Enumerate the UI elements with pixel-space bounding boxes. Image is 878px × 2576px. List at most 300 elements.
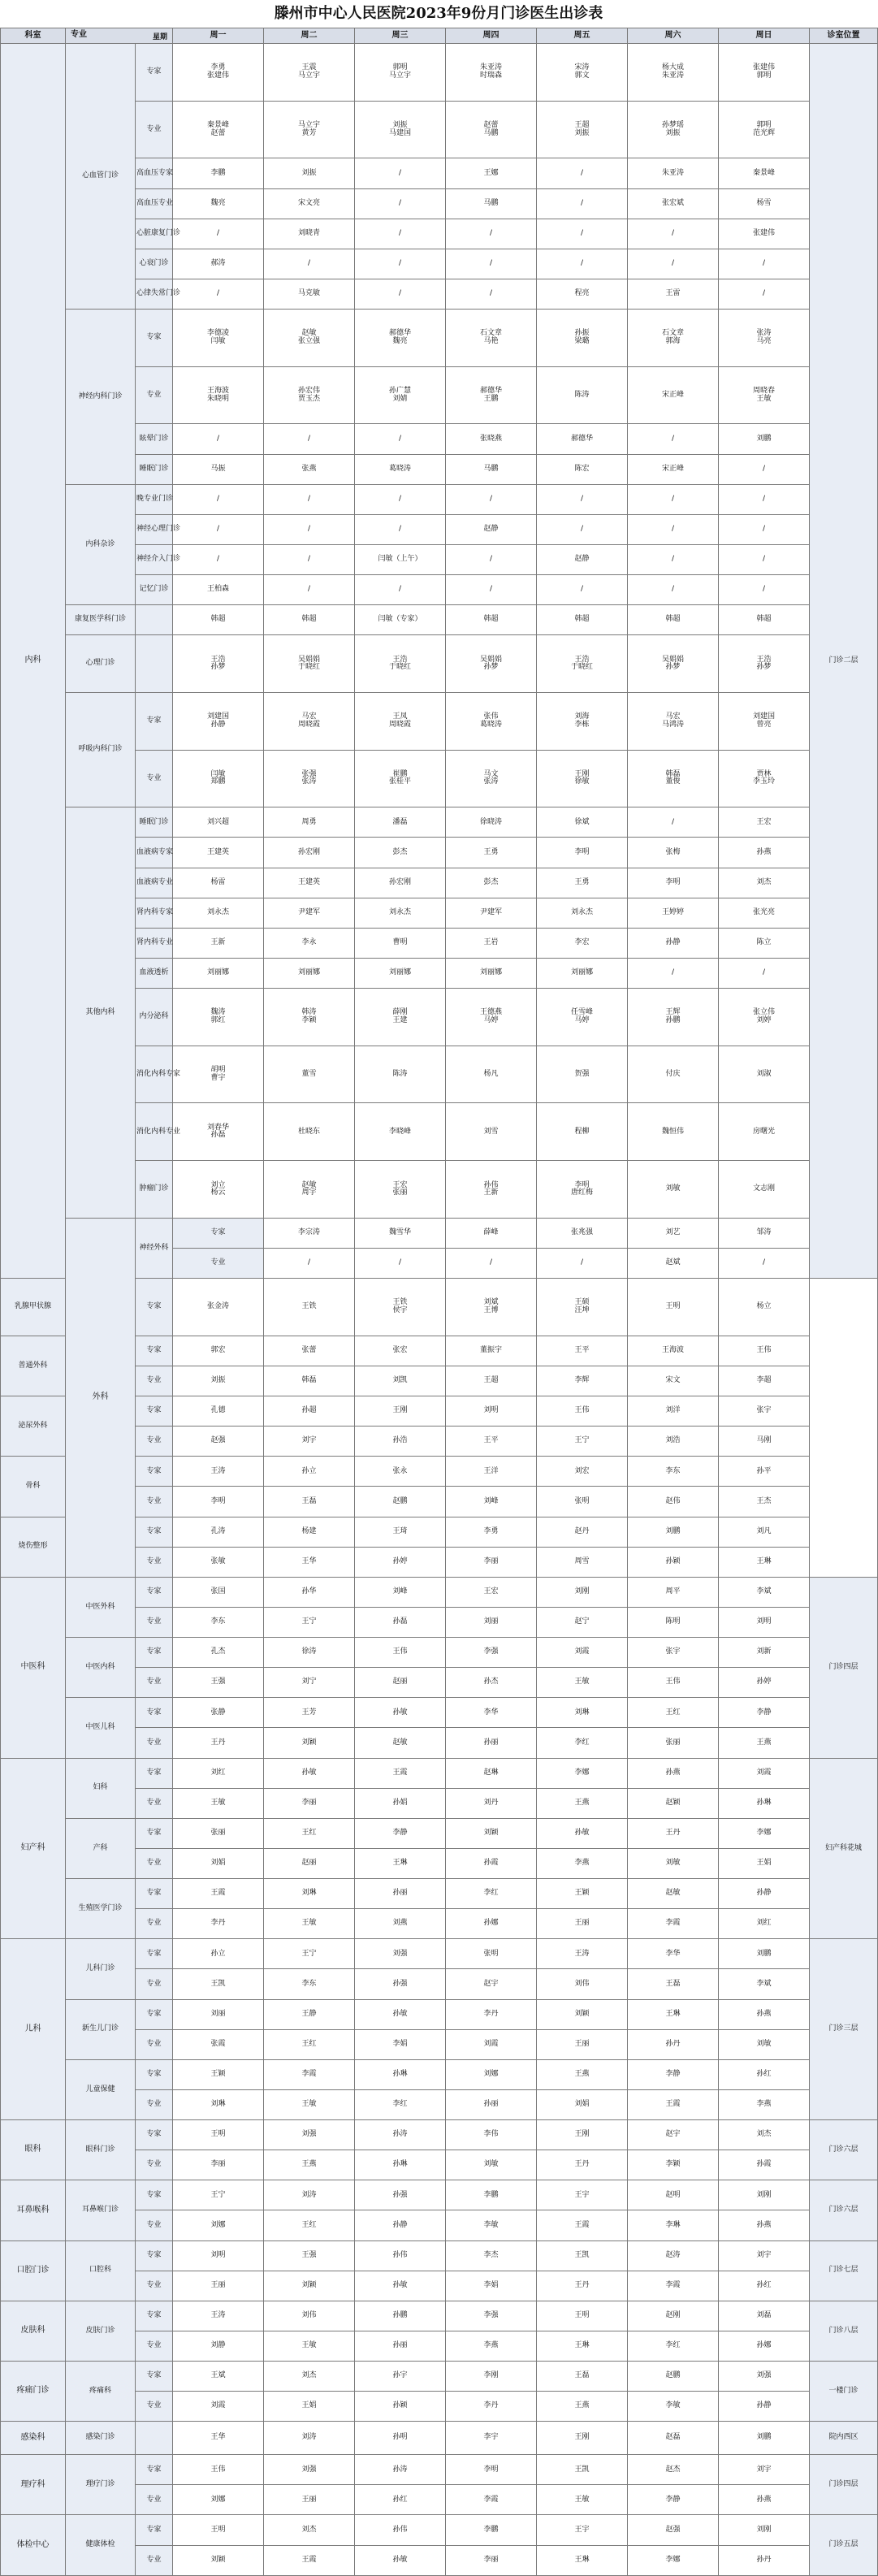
doctor-name: 曹明 (392, 938, 408, 947)
doctor-cell (719, 2301, 810, 2331)
department-cell: 感染科 (1, 2422, 66, 2455)
doctor-cell (537, 1638, 628, 1668)
doctor-name: 马振 (210, 464, 226, 473)
doctor-cell (446, 1879, 537, 1909)
doctor-name: 王颖 (210, 2070, 226, 2079)
doctor-name: 范光辉 (752, 128, 775, 137)
doctor-name: 孙敏 (392, 2556, 408, 2565)
doctor-cell (355, 692, 446, 750)
doctor-name: 周宇 (301, 1188, 317, 1197)
doctor-name: 梁璐 (574, 336, 590, 345)
doctor-name: 孙红 (392, 2495, 408, 2504)
doctor-name: 王红 (301, 2220, 317, 2229)
specialty-cell: 消化内科专家 (136, 1046, 173, 1103)
doctor-cell (537, 1427, 628, 1457)
doctor-cell (537, 1046, 628, 1103)
doctor-cell (355, 2029, 446, 2059)
doctor-name: 刘强 (301, 2130, 317, 2139)
doctor-cell (264, 1517, 355, 1547)
doctor-name: 孙宏伟 (297, 387, 320, 396)
doctor-name: 王华 (301, 1556, 317, 1565)
doctor-name: 郝德华 (388, 329, 411, 338)
doctor-name: 李红 (483, 1889, 499, 1898)
doctor-cell (355, 1668, 446, 1698)
doctor-cell (719, 605, 810, 635)
doctor-name: 刘敏 (665, 1184, 681, 1193)
doctor-name: 王燕 (301, 2160, 317, 2169)
doctor-name: 李燕 (574, 1859, 590, 1868)
doctor-name: 李勇 (210, 63, 226, 72)
doctor-name: 王强 (210, 1678, 226, 1686)
location-cell: 妇产科花城 (810, 1758, 878, 1939)
doctor-cell (173, 1607, 264, 1637)
location-cell: 院内西区 (810, 2422, 878, 2455)
doctor-cell (264, 958, 355, 988)
doctor-cell (264, 1698, 355, 1728)
clinic-cell: 神经外科 (136, 1218, 173, 1278)
doctor-name: 董俊 (665, 777, 681, 786)
doctor-cell (446, 2485, 537, 2515)
doctor-name: 唐红梅 (570, 1188, 593, 1197)
doctor-name: / (489, 555, 493, 564)
doctor-cell (355, 1161, 446, 1219)
doctor-cell (537, 1879, 628, 1909)
location-cell: 门诊四层 (810, 2455, 878, 2515)
doctor-name: 刘淑 (756, 1069, 772, 1078)
doctor-name: 孙超 (301, 1406, 317, 1415)
doctor-name: 王琳 (574, 2341, 590, 2350)
doctor-cell (355, 928, 446, 958)
doctor-cell (446, 928, 537, 958)
doctor-name: / (580, 168, 584, 177)
doctor-name: 王颖 (574, 1889, 590, 1898)
doctor-cell (446, 868, 537, 898)
doctor-name: 赵静 (483, 525, 499, 534)
doctor-name: 王宇 (574, 2525, 590, 2534)
doctor-name: / (580, 525, 584, 534)
doctor-cell (446, 310, 537, 367)
doctor-name: 孙敏 (392, 2280, 408, 2289)
doctor-name: 刘敏 (483, 2160, 499, 2169)
doctor-cell (719, 44, 810, 102)
doctor-cell (355, 605, 446, 635)
doctor-name: 马克敏 (297, 289, 320, 298)
doctor-cell (719, 2271, 810, 2301)
doctor-name: 刘春华 (206, 1123, 229, 1132)
doctor-cell (264, 1939, 355, 1969)
specialty-cell: 专业 (136, 2089, 173, 2119)
specialty-cell: 睡眠门诊 (136, 807, 173, 838)
doctor-cell (628, 692, 719, 750)
specialty-cell: 专业 (136, 101, 173, 158)
doctor-cell (719, 158, 810, 188)
doctor-name: 马亮 (756, 336, 772, 345)
doctor-cell (537, 1668, 628, 1698)
doctor-name: / (489, 1258, 493, 1267)
doctor-cell (264, 2485, 355, 2515)
doctor-cell (355, 868, 446, 898)
doctor-name: 孙燕 (756, 2220, 772, 2229)
doctor-cell (719, 2210, 810, 2240)
doctor-name: 王敏 (301, 2341, 317, 2350)
doctor-cell (355, 1547, 446, 1577)
doctor-cell (537, 635, 628, 693)
doctor-name: 王明 (210, 2130, 226, 2139)
doctor-cell (355, 1638, 446, 1668)
doctor-cell (719, 1969, 810, 1999)
doctor-name: 王平 (483, 1436, 499, 1445)
doctor-name: 郑鹏 (210, 777, 226, 786)
doctor-cell (719, 692, 810, 750)
doctor-cell (446, 1046, 537, 1103)
doctor-name: / (307, 585, 311, 594)
doctor-cell (173, 898, 264, 928)
doctor-cell (446, 1969, 537, 1999)
doctor-cell (719, 544, 810, 574)
specialty-cell: 神经介入门诊 (136, 544, 173, 574)
clinic-cell: 妇科 (66, 1758, 136, 1818)
doctor-cell (355, 366, 446, 424)
location-cell: 门诊三层 (810, 1939, 878, 2120)
doctor-cell (173, 279, 264, 309)
doctor-cell (173, 484, 264, 514)
doctor-name: 刘凡 (756, 1526, 772, 1535)
doctor-cell (173, 692, 264, 750)
doctor-name: 张宇 (665, 1647, 681, 1656)
doctor-cell (628, 575, 719, 605)
doctor-name: 王宁 (301, 1949, 317, 1958)
doctor-cell (537, 2180, 628, 2210)
doctor-name: 郭文 (574, 71, 590, 80)
doctor-name: 李鹏 (483, 2190, 499, 2199)
doctor-name: 韩超 (210, 615, 226, 624)
doctor-name: 孙娜 (483, 1919, 499, 1928)
doctor-name: / (762, 1258, 766, 1267)
doctor-cell (446, 366, 537, 424)
doctor-name: 尹建军 (297, 908, 320, 917)
doctor-name: 李宏 (574, 938, 590, 947)
doctor-cell (537, 807, 628, 838)
specialty-cell: 血液病专业 (136, 868, 173, 898)
doctor-cell (173, 958, 264, 988)
doctor-cell (628, 249, 719, 279)
doctor-cell (173, 1487, 264, 1517)
doctor-cell (628, 279, 719, 309)
doctor-name: 刘涛 (301, 2433, 317, 2442)
doctor-cell (446, 1668, 537, 1698)
doctor-name: 张静 (210, 1708, 226, 1717)
doctor-cell (537, 2210, 628, 2240)
doctor-cell (355, 2362, 446, 2392)
doctor-name: 马立宇 (297, 121, 320, 130)
doctor-name: 李明 (574, 1180, 590, 1189)
specialty-cell: 专家 (136, 1818, 173, 1848)
doctor-cell (537, 219, 628, 249)
doctor-cell (719, 1279, 810, 1336)
doctor-name: 王静 (301, 2009, 317, 2018)
doctor-name: 王丽 (210, 2280, 226, 2289)
doctor-name: 孙鹏 (392, 2311, 408, 2320)
doctor-name: / (216, 525, 220, 534)
doctor-cell (173, 2455, 264, 2485)
doctor-cell (264, 928, 355, 958)
doctor-cell (264, 1336, 355, 1366)
doctor-cell (446, 2515, 537, 2545)
doctor-name: 王建英 (297, 877, 320, 886)
doctor-cell (628, 868, 719, 898)
doctor-name: 宋正峰 (661, 390, 684, 399)
specialty-cell: 内分泌科 (136, 989, 173, 1046)
doctor-cell (537, 484, 628, 514)
doctor-name: 刘强 (301, 2465, 317, 2474)
doctor-name: 马立宇 (297, 71, 320, 80)
doctor-cell (173, 2210, 264, 2240)
doctor-name: 张梅 (665, 847, 681, 856)
doctor-cell (355, 1457, 446, 1487)
doctor-name: 刘杰 (301, 2371, 317, 2380)
doctor-name: 刘立 (210, 1180, 226, 1189)
doctor-cell (719, 1547, 810, 1577)
doctor-name: / (216, 289, 220, 298)
doctor-cell (719, 1336, 810, 1366)
doctor-name: 刘永杰 (206, 908, 229, 917)
doctor-name: 李静 (756, 1708, 772, 1717)
specialty-cell: 专家 (136, 2362, 173, 2392)
doctor-name: / (398, 1258, 402, 1267)
doctor-cell (355, 2089, 446, 2119)
specialty-cell: 专业 (136, 366, 173, 424)
doctor-cell (355, 898, 446, 928)
doctor-cell (446, 1161, 537, 1219)
doctor-cell (537, 2301, 628, 2331)
doctor-cell (628, 1698, 719, 1728)
doctor-cell (719, 514, 810, 544)
doctor-name: 王丽 (574, 2039, 590, 2048)
doctor-name: / (671, 555, 675, 564)
specialty-cell: 专业 (136, 1547, 173, 1577)
doctor-cell (355, 1879, 446, 1909)
doctor-cell (537, 2059, 628, 2089)
specialty-cell: 专业 (136, 1788, 173, 1818)
doctor-name: 刘明 (756, 1617, 772, 1626)
doctor-name: 李丽 (483, 1556, 499, 1565)
doctor-name: 刘颖 (483, 1829, 499, 1838)
doctor-name: 李琳 (665, 2220, 681, 2229)
doctor-name: 刘娟 (210, 1859, 226, 1868)
doctor-cell (264, 2271, 355, 2301)
doctor-name: 李刚 (483, 2371, 499, 2380)
doctor-cell (264, 249, 355, 279)
doctor-cell (355, 2271, 446, 2301)
doctor-cell (173, 868, 264, 898)
doctor-cell (537, 44, 628, 102)
doctor-name: 徐敏 (574, 777, 590, 786)
doctor-cell (719, 1607, 810, 1637)
specialty-cell: 专家 (136, 1638, 173, 1668)
doctor-cell (264, 1818, 355, 1848)
doctor-cell (719, 958, 810, 988)
doctor-name: 刘峰 (483, 1496, 499, 1505)
doctor-name: 李德凌 (206, 329, 229, 338)
doctor-cell (537, 2515, 628, 2545)
doctor-cell (264, 1427, 355, 1457)
clinic-cell: 儿童保健 (66, 2059, 136, 2119)
header-corner-profession: 专业 (71, 30, 87, 39)
doctor-name: 秦景峰 (206, 121, 229, 130)
doctor-name: 孙霞 (756, 2160, 772, 2169)
doctor-cell (537, 101, 628, 158)
doctor-cell (537, 514, 628, 544)
doctor-cell (173, 2059, 264, 2089)
doctor-cell (537, 2150, 628, 2180)
doctor-name: 侯宇 (392, 1305, 408, 1314)
doctor-cell (537, 1939, 628, 1969)
doctor-name: 李斌 (756, 1587, 772, 1596)
doctor-name: 刘凯 (392, 1376, 408, 1385)
doctor-cell (355, 158, 446, 188)
doctor-name: 徐斌 (574, 817, 590, 826)
clinic-cell: 中医外科 (66, 1577, 136, 1637)
doctor-name: 孙丽 (483, 1738, 499, 1747)
doctor-name: 刘颖 (301, 1738, 317, 1747)
doctor-name: 刘婷 (756, 1015, 772, 1024)
doctor-cell (537, 2455, 628, 2485)
doctor-cell (446, 2150, 537, 2180)
doctor-name: 孔涛 (210, 1526, 226, 1535)
doctor-name: 王燕 (574, 2401, 590, 2410)
doctor-cell (355, 1248, 446, 1278)
doctor-name: 刘霞 (756, 1768, 772, 1777)
specialty-cell: 专业 (136, 2485, 173, 2515)
doctor-name: 刘宏 (574, 1466, 590, 1475)
doctor-cell (173, 605, 264, 635)
doctor-name: 王娟 (756, 1859, 772, 1868)
doctor-cell (446, 750, 537, 807)
doctor-name: 赵丹 (574, 1526, 590, 1535)
clinic-cell: 乳腺甲状腺 (1, 1279, 66, 1336)
clinic-cell: 生殖医学门诊 (66, 1879, 136, 1939)
doctor-name: 尹建军 (479, 908, 502, 917)
doctor-cell (355, 575, 446, 605)
doctor-name: 张强 (301, 770, 317, 779)
doctor-name: / (216, 494, 220, 503)
doctor-name: 魏亮 (392, 336, 408, 345)
doctor-cell (355, 1939, 446, 1969)
doctor-name: 孙燕 (756, 847, 772, 856)
doctor-name: 杨立 (756, 1302, 772, 1311)
doctor-name: 郭海 (665, 336, 681, 345)
doctor-cell (446, 1909, 537, 1939)
doctor-cell (446, 1427, 537, 1457)
doctor-name: 孙梦 (665, 663, 681, 672)
location-cell: 门诊二层 (810, 44, 878, 1279)
doctor-cell (537, 1103, 628, 1161)
doctor-name: 王铁 (301, 1302, 317, 1311)
doctor-name: 王琦 (392, 1526, 408, 1535)
specialty-cell: 专家 (136, 692, 173, 750)
doctor-cell (719, 750, 810, 807)
doctor-name: 刘婧 (392, 394, 408, 403)
doctor-name: / (307, 525, 311, 534)
doctor-name: 薛峰 (483, 1228, 499, 1237)
doctor-cell (719, 279, 810, 309)
doctor-cell (446, 635, 537, 693)
doctor-cell (173, 544, 264, 574)
doctor-name: 王涛 (210, 2311, 226, 2320)
doctor-name: 孙丹 (665, 2039, 681, 2048)
specialty-cell: 专家 (136, 1396, 173, 1427)
doctor-name: 刘宇 (301, 1436, 317, 1445)
doctor-name: 王红 (665, 1708, 681, 1717)
doctor-name: 赵丽 (301, 1859, 317, 1868)
doctor-cell (537, 158, 628, 188)
doctor-cell (264, 1909, 355, 1939)
doctor-cell (264, 1457, 355, 1487)
doctor-cell (628, 807, 719, 838)
specialty-cell: 专业 (136, 1366, 173, 1396)
doctor-cell (719, 2392, 810, 2422)
doctor-name: 刘强 (392, 1949, 408, 1958)
doctor-cell (355, 424, 446, 454)
doctor-name: 李宗涛 (297, 1228, 320, 1237)
doctor-name: / (580, 1258, 584, 1267)
doctor-name: 王宇 (574, 2190, 590, 2199)
doctor-cell (264, 1848, 355, 1878)
doctor-cell (537, 188, 628, 219)
doctor-name: 刘杰 (756, 877, 772, 886)
doctor-cell (628, 310, 719, 367)
doctor-cell (537, 1396, 628, 1427)
doctor-name: 王芳 (301, 1708, 317, 1717)
doctor-cell (628, 1487, 719, 1517)
doctor-cell (537, 1161, 628, 1219)
doctor-name: 刘建国 (206, 712, 229, 721)
doctor-name: 赵蕾 (210, 128, 226, 137)
doctor-cell (537, 868, 628, 898)
specialty-cell: 专业 (136, 1969, 173, 1999)
doctor-name: 赵敏 (301, 329, 317, 338)
doctor-cell (446, 484, 537, 514)
doctor-cell (264, 158, 355, 188)
doctor-cell (537, 2271, 628, 2301)
doctor-cell (628, 1758, 719, 1788)
doctor-cell (719, 1818, 810, 1848)
doctor-cell (446, 2392, 537, 2422)
doctor-name: 曹宇 (210, 1073, 226, 1082)
doctor-cell (537, 1547, 628, 1577)
doctor-name: 王丽 (301, 2495, 317, 2504)
doctor-cell (628, 750, 719, 807)
doctor-name: 孙琳 (756, 1798, 772, 1807)
doctor-name: 孙磊 (392, 1617, 408, 1626)
doctor-cell (446, 544, 537, 574)
doctor-name: 李华 (483, 1708, 499, 1717)
doctor-name: 刘娟 (574, 2100, 590, 2109)
doctor-cell (264, 424, 355, 454)
doctor-cell (719, 219, 810, 249)
doctor-name: 刘新 (756, 1647, 772, 1656)
doctor-name: 周晓春 (752, 387, 775, 396)
doctor-name: 王敏 (301, 2100, 317, 2109)
doctor-cell (446, 1607, 537, 1637)
doctor-cell (628, 2362, 719, 2392)
doctor-cell (719, 2120, 810, 2150)
doctor-name: 李霞 (483, 2495, 499, 2504)
doctor-cell (446, 2029, 537, 2059)
doctor-name: 孙静 (665, 938, 681, 947)
doctor-name: 王磊 (301, 1496, 317, 1505)
doctor-name: 李娜 (665, 2556, 681, 2565)
